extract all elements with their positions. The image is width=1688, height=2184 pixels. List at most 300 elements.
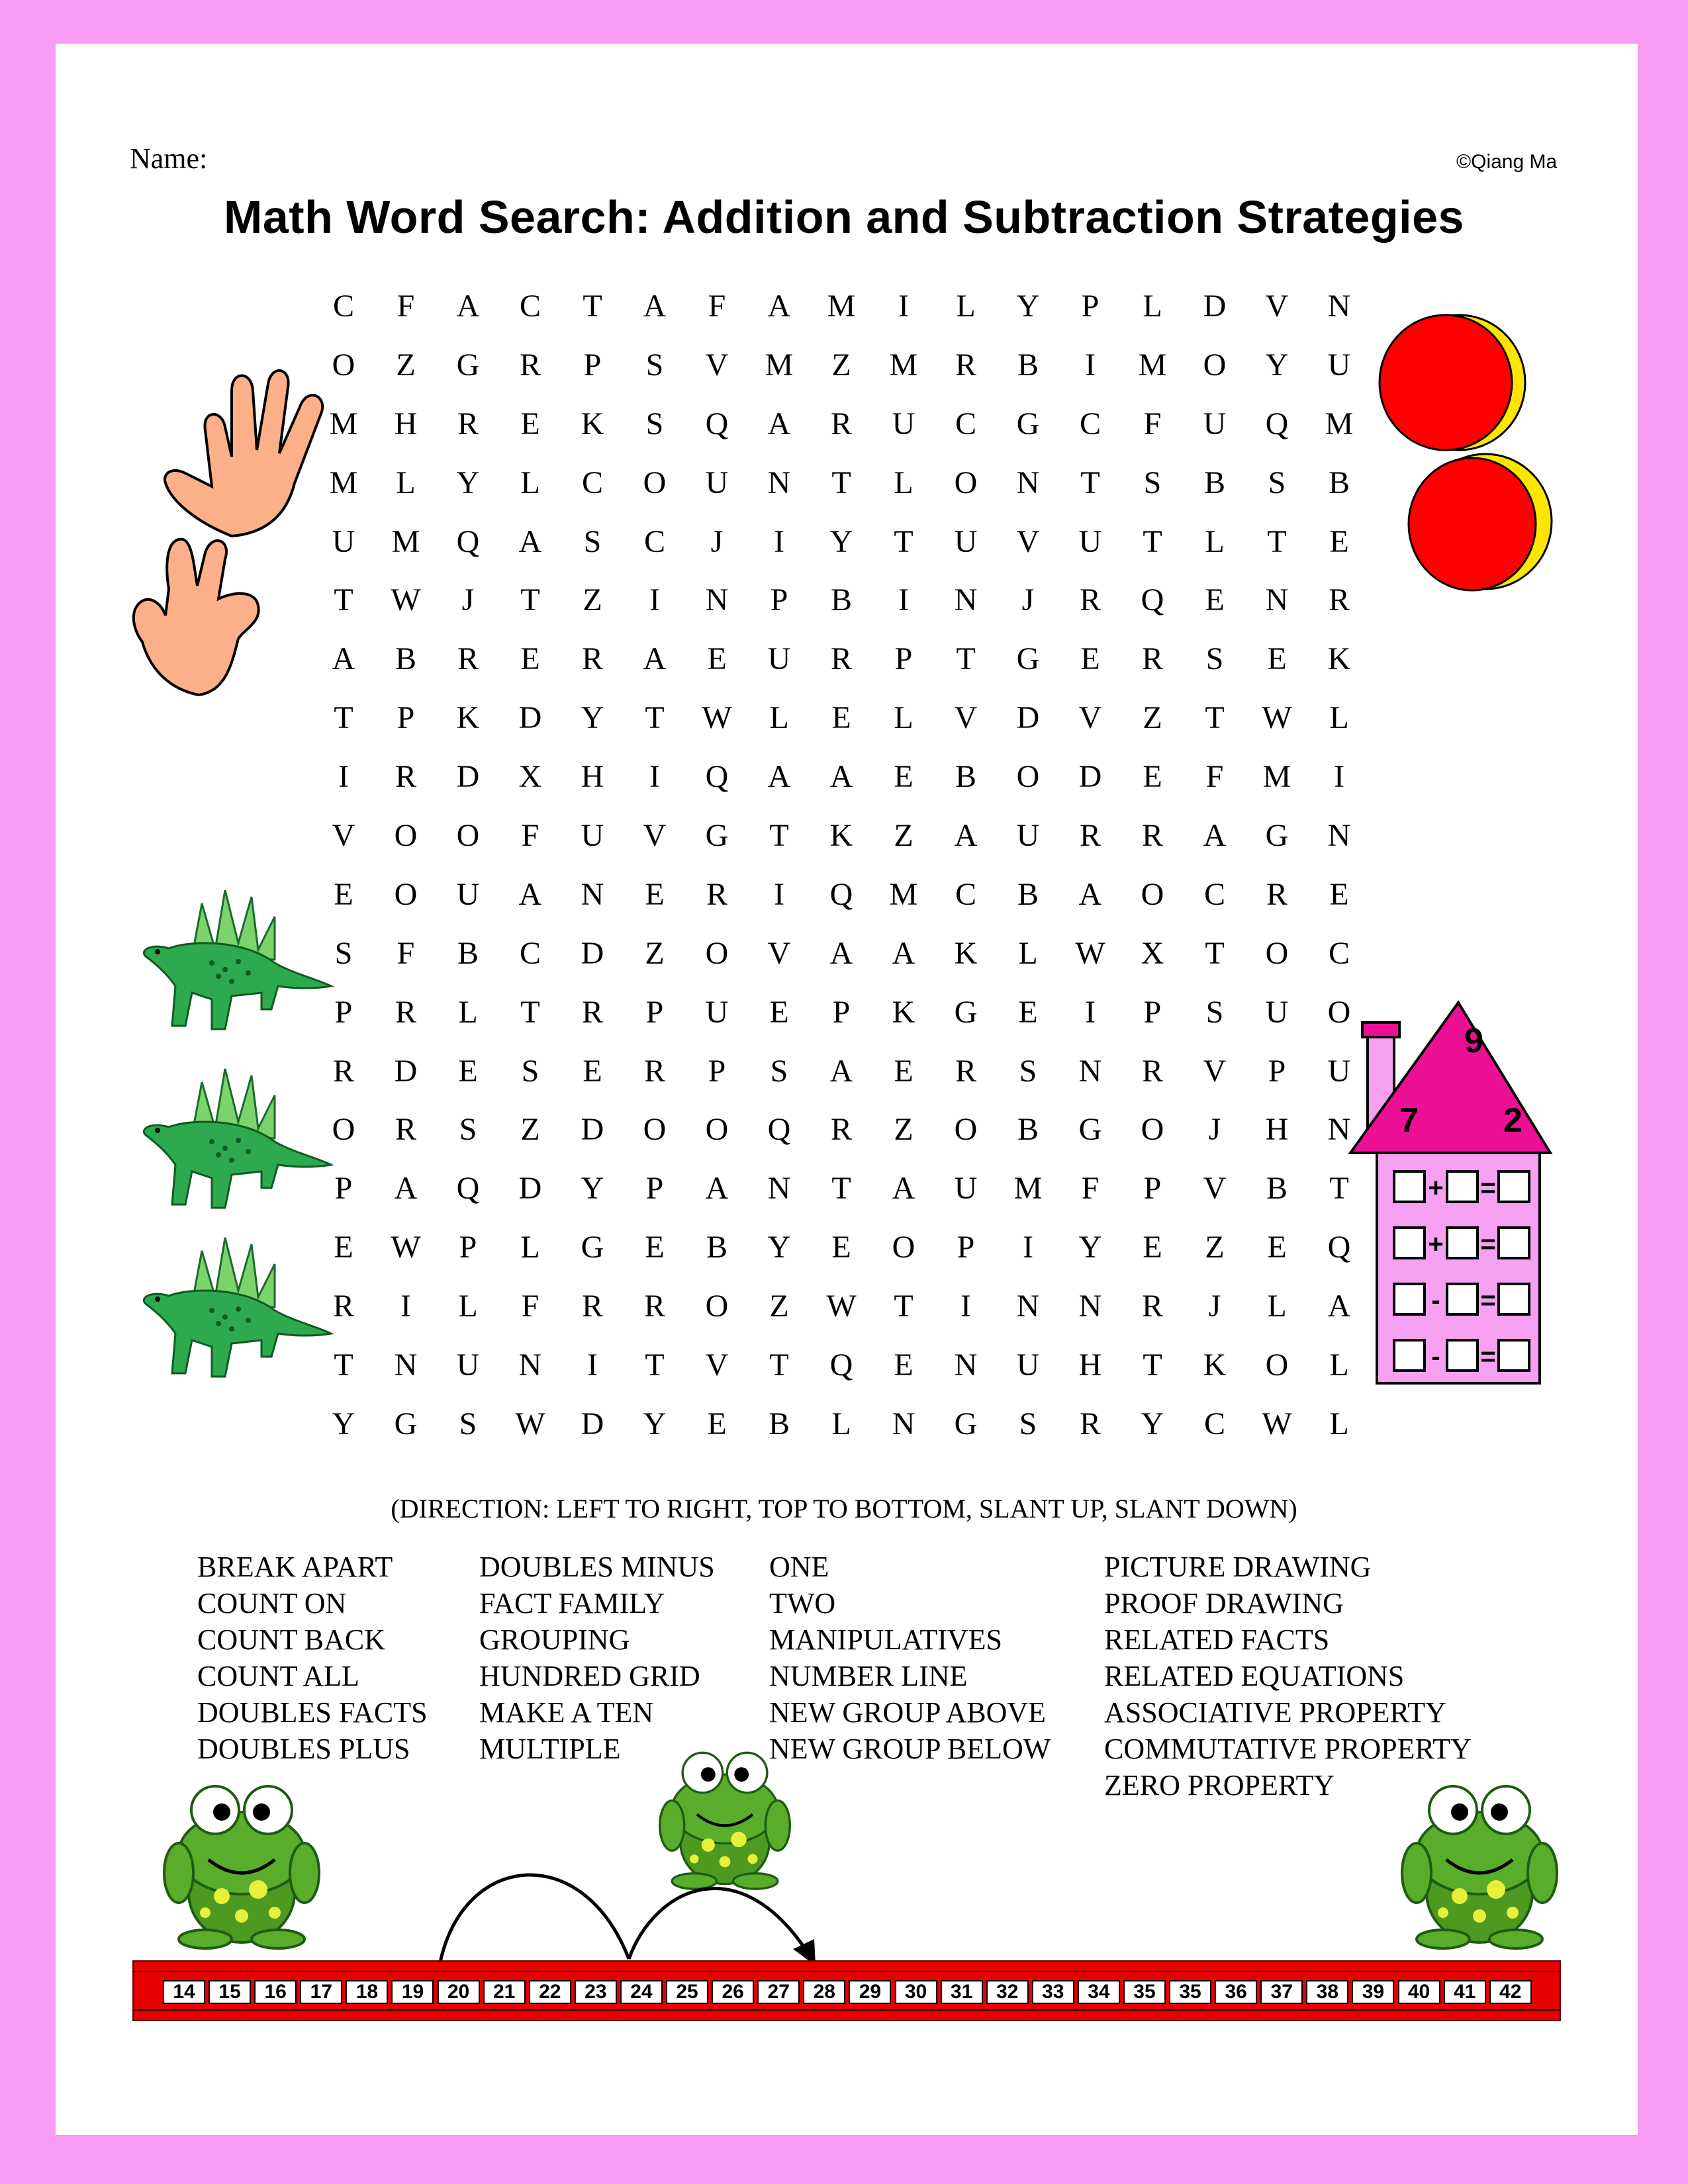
grid-letter[interactable]: A	[1078, 876, 1102, 912]
grid-letter[interactable]: K	[581, 406, 604, 441]
grid-letter[interactable]: U	[892, 406, 915, 441]
grid-letter[interactable]: T	[334, 582, 353, 618]
grid-letter[interactable]: B	[1017, 1112, 1039, 1148]
grid-letter[interactable]: E	[707, 641, 727, 677]
grid-letter[interactable]: P	[770, 582, 788, 618]
grid-letter[interactable]: E	[831, 1230, 851, 1265]
grid-letter[interactable]: R	[581, 994, 603, 1030]
grid-letter[interactable]: O	[332, 1112, 355, 1148]
grid-letter[interactable]: J	[461, 582, 475, 618]
grid-letter[interactable]: S	[1205, 641, 1224, 677]
grid-letter[interactable]: S	[583, 523, 602, 559]
grid-letter[interactable]: N	[892, 1406, 915, 1441]
grid-letter[interactable]: E	[894, 1347, 914, 1383]
grid-letter[interactable]: H	[394, 406, 418, 441]
grid-letter[interactable]: D	[581, 1112, 604, 1148]
grid-letter[interactable]: Y	[643, 1406, 667, 1441]
grid-letter[interactable]: E	[894, 759, 914, 795]
grid-letter[interactable]: B	[1017, 347, 1039, 383]
grid-letter[interactable]: T	[1205, 700, 1225, 736]
grid-letter[interactable]: R	[830, 641, 852, 677]
grid-letter[interactable]: E	[583, 1053, 602, 1089]
grid-letter[interactable]: L	[1205, 523, 1225, 559]
grid-letter[interactable]: N	[1327, 1112, 1351, 1148]
grid-letter[interactable]: R	[1141, 641, 1163, 677]
grid-letter[interactable]: Z	[1205, 1230, 1225, 1265]
grid-letter[interactable]: A	[767, 288, 791, 324]
grid-letter[interactable]: E	[1080, 641, 1100, 677]
grid-letter[interactable]: G	[394, 1406, 418, 1441]
grid-letter[interactable]: R	[332, 1053, 354, 1089]
grid-letter[interactable]: F	[397, 288, 415, 324]
grid-letter[interactable]: U	[456, 876, 480, 912]
grid-letter[interactable]: L	[1329, 700, 1349, 736]
grid-letter[interactable]: U	[1203, 406, 1227, 441]
grid-letter[interactable]: R	[581, 641, 603, 677]
grid-letter[interactable]: B	[395, 641, 416, 677]
grid-letter[interactable]: E	[520, 406, 540, 441]
grid-letter[interactable]: M	[1262, 759, 1291, 795]
grid-letter[interactable]: L	[1143, 288, 1162, 324]
grid-letter[interactable]: Z	[831, 347, 851, 383]
grid-letter[interactable]: T	[894, 1289, 914, 1324]
grid-letter[interactable]: C	[955, 876, 976, 912]
grid-letter[interactable]: K	[954, 935, 978, 971]
grid-letter[interactable]: S	[1019, 1406, 1037, 1441]
grid-letter[interactable]: A	[892, 935, 915, 971]
grid-letter[interactable]: R	[955, 347, 976, 383]
grid-letter[interactable]: I	[1023, 1230, 1033, 1265]
grid-letter[interactable]: T	[1080, 465, 1100, 500]
grid-letter[interactable]: R	[395, 759, 416, 795]
grid-letter[interactable]: A	[643, 641, 667, 677]
grid-letter[interactable]: I	[898, 582, 909, 618]
grid-letter[interactable]: T	[334, 1347, 353, 1383]
grid-letter[interactable]: S	[521, 1053, 539, 1089]
grid-letter[interactable]: N	[394, 1347, 418, 1383]
grid-letter[interactable]: U	[767, 641, 791, 677]
grid-letter[interactable]: Q	[767, 1112, 791, 1148]
grid-letter[interactable]: R	[457, 641, 479, 677]
grid-letter[interactable]: O	[1016, 759, 1040, 795]
grid-letter[interactable]: R	[1141, 817, 1163, 853]
grid-letter[interactable]: Z	[894, 1112, 914, 1148]
grid-letter[interactable]: I	[338, 759, 349, 795]
grid-letter[interactable]: E	[1329, 876, 1349, 912]
grid-letter[interactable]: A	[954, 817, 978, 853]
grid-letter[interactable]: L	[1329, 1406, 1349, 1441]
grid-letter[interactable]: E	[520, 641, 540, 677]
grid-letter[interactable]: Z	[520, 1112, 540, 1148]
grid-letter[interactable]: F	[1143, 406, 1162, 441]
grid-letter[interactable]: B	[1017, 876, 1039, 912]
grid-letter[interactable]: I	[961, 1289, 971, 1324]
grid-letter[interactable]: U	[456, 1347, 480, 1383]
grid-letter[interactable]: R	[643, 1053, 665, 1089]
grid-letter[interactable]: I	[587, 1347, 598, 1383]
grid-letter[interactable]: T	[831, 1171, 851, 1206]
grid-letter[interactable]: A	[394, 1171, 418, 1206]
grid-letter[interactable]: P	[397, 700, 415, 736]
grid-letter[interactable]: S	[770, 1053, 788, 1089]
grid-letter[interactable]: Z	[894, 817, 914, 853]
grid-letter[interactable]: M	[1325, 406, 1354, 441]
grid-letter[interactable]: T	[1205, 935, 1225, 971]
grid-letter[interactable]: G	[954, 1406, 978, 1441]
grid-letter[interactable]: F	[708, 288, 726, 324]
grid-letter[interactable]: Z	[769, 1289, 789, 1324]
grid-letter[interactable]: M	[1138, 347, 1167, 383]
grid-letter[interactable]: R	[1141, 1289, 1163, 1324]
grid-letter[interactable]: F	[397, 935, 415, 971]
grid-letter[interactable]: Y	[1016, 288, 1040, 324]
grid-letter[interactable]: E	[707, 1406, 727, 1441]
grid-letter[interactable]: Z	[583, 582, 602, 618]
grid-letter[interactable]: Q	[1265, 406, 1289, 441]
grid-letter[interactable]: W	[391, 1230, 421, 1265]
grid-letter[interactable]: L	[458, 1289, 478, 1324]
grid-letter[interactable]: P	[645, 1171, 664, 1206]
grid-letter[interactable]: Z	[396, 347, 416, 383]
grid-letter[interactable]: E	[1143, 1230, 1162, 1265]
grid-letter[interactable]: R	[581, 1289, 603, 1324]
grid-letter[interactable]: V	[1203, 1053, 1227, 1089]
grid-letter[interactable]: A	[1327, 1289, 1351, 1324]
grid-letter[interactable]: E	[1267, 641, 1287, 677]
grid-letter[interactable]: L	[458, 994, 478, 1030]
grid-letter[interactable]: E	[894, 1053, 914, 1089]
grid-letter[interactable]: R	[395, 994, 416, 1030]
grid-letter[interactable]: Y	[767, 1230, 791, 1265]
grid-letter[interactable]: U	[1078, 523, 1102, 559]
grid-letter[interactable]: Z	[645, 935, 665, 971]
grid-letter[interactable]: W	[1262, 700, 1292, 736]
grid-letter[interactable]: D	[581, 1406, 604, 1441]
grid-letter[interactable]: I	[774, 523, 784, 559]
grid-letter[interactable]: W	[391, 582, 421, 618]
grid-letter[interactable]: X	[518, 759, 542, 795]
grid-letter[interactable]: W	[702, 700, 732, 736]
grid-letter[interactable]: O	[394, 876, 418, 912]
grid-letter[interactable]: Q	[705, 759, 729, 795]
grid-letter[interactable]: Q	[456, 523, 480, 559]
grid-letter[interactable]: S	[1019, 1053, 1037, 1089]
grid-letter[interactable]: R	[1141, 1053, 1163, 1089]
grid-letter[interactable]: I	[400, 1289, 411, 1324]
grid-letter[interactable]: R	[706, 876, 727, 912]
grid-letter[interactable]: A	[332, 641, 355, 677]
grid-letter[interactable]: J	[710, 523, 724, 559]
grid-letter[interactable]: L	[1329, 1347, 1349, 1383]
grid-letter[interactable]: U	[1016, 817, 1040, 853]
grid-letter[interactable]: F	[521, 817, 539, 853]
grid-letter[interactable]: N	[581, 876, 604, 912]
grid-letter[interactable]: E	[831, 700, 851, 736]
grid-letter[interactable]: B	[1266, 1171, 1288, 1206]
grid-letter[interactable]: I	[1085, 994, 1096, 1030]
grid-letter[interactable]: O	[1265, 1347, 1289, 1383]
grid-letter[interactable]: H	[1078, 1347, 1102, 1383]
grid-letter[interactable]: Q	[829, 876, 853, 912]
grid-letter[interactable]: A	[767, 406, 791, 441]
grid-letter[interactable]: G	[705, 817, 729, 853]
grid-letter[interactable]: J	[1021, 582, 1035, 618]
grid-letter[interactable]: Q	[705, 406, 729, 441]
grid-letter[interactable]: K	[456, 700, 480, 736]
grid-letter[interactable]: Y	[1265, 347, 1289, 383]
grid-letter[interactable]: E	[334, 876, 353, 912]
grid-letter[interactable]: P	[459, 1230, 477, 1265]
grid-letter[interactable]: M	[827, 288, 856, 324]
grid-letter[interactable]: T	[769, 1347, 789, 1383]
grid-letter[interactable]: E	[334, 1230, 353, 1265]
grid-letter[interactable]: P	[832, 994, 851, 1030]
grid-letter[interactable]: L	[520, 1230, 540, 1265]
grid-letter[interactable]: E	[769, 994, 789, 1030]
grid-letter[interactable]: P	[708, 1053, 726, 1089]
grid-letter[interactable]: Q	[456, 1171, 480, 1206]
grid-letter[interactable]: K	[892, 994, 915, 1030]
grid-letter[interactable]: V	[954, 700, 978, 736]
grid-letter[interactable]: T	[1143, 1347, 1162, 1383]
grid-letter[interactable]: U	[332, 523, 355, 559]
grid-letter[interactable]: A	[1203, 817, 1227, 853]
grid-letter[interactable]: Q	[1141, 582, 1164, 618]
grid-letter[interactable]: E	[1143, 759, 1162, 795]
grid-letter[interactable]: A	[892, 1171, 915, 1206]
grid-letter[interactable]: O	[954, 465, 978, 500]
grid-letter[interactable]: O	[892, 1230, 915, 1265]
grid-letter[interactable]: L	[520, 465, 540, 500]
grid-letter[interactable]: U	[1016, 1347, 1040, 1383]
grid-letter[interactable]: T	[520, 582, 540, 618]
grid-letter[interactable]: P	[645, 994, 664, 1030]
grid-letter[interactable]: I	[774, 876, 784, 912]
grid-letter[interactable]: V	[705, 1347, 729, 1383]
grid-letter[interactable]: C	[1203, 1406, 1225, 1441]
grid-letter[interactable]: D	[518, 1171, 542, 1206]
grid-letter[interactable]: E	[1329, 523, 1349, 559]
grid-letter[interactable]: P	[334, 1171, 353, 1206]
grid-letter[interactable]: Y	[1141, 1406, 1164, 1441]
grid-letter[interactable]: R	[395, 1112, 416, 1148]
grid-letter[interactable]: N	[767, 465, 791, 500]
grid-letter[interactable]: C	[1328, 935, 1350, 971]
grid-letter[interactable]: Y	[1078, 1230, 1102, 1265]
grid-letter[interactable]: L	[1267, 1289, 1287, 1324]
grid-letter[interactable]: O	[332, 347, 355, 383]
grid-letter[interactable]: B	[706, 1230, 727, 1265]
grid-letter[interactable]: N	[518, 1347, 542, 1383]
grid-letter[interactable]: K	[829, 817, 853, 853]
grid-letter[interactable]: S	[459, 1112, 477, 1148]
grid-letter[interactable]: N	[954, 582, 978, 618]
grid-letter[interactable]: T	[831, 465, 851, 500]
grid-letter[interactable]: R	[1266, 876, 1288, 912]
grid-letter[interactable]: I	[1085, 347, 1096, 383]
grid-letter[interactable]: Q	[1327, 1230, 1351, 1265]
grid-letter[interactable]: O	[1141, 876, 1164, 912]
grid-letter[interactable]: V	[1203, 1171, 1227, 1206]
grid-letter[interactable]: N	[1078, 1289, 1102, 1324]
grid-letter[interactable]: U	[1327, 347, 1351, 383]
grid-letter[interactable]: O	[705, 935, 729, 971]
grid-letter[interactable]: R	[1079, 1406, 1101, 1441]
grid-letter[interactable]: N	[1327, 288, 1351, 324]
grid-letter[interactable]: P	[334, 994, 353, 1030]
grid-letter[interactable]: O	[1203, 347, 1227, 383]
grid-letter[interactable]: V	[332, 817, 355, 853]
grid-letter[interactable]: Y	[581, 700, 604, 736]
grid-letter[interactable]: R	[830, 406, 852, 441]
grid-letter[interactable]: Y	[581, 1171, 604, 1206]
grid-letter[interactable]: O	[1327, 994, 1351, 1030]
grid-letter[interactable]: T	[645, 1347, 665, 1383]
grid-letter[interactable]: A	[643, 288, 667, 324]
grid-letter[interactable]: M	[889, 347, 918, 383]
grid-letter[interactable]: E	[458, 1053, 478, 1089]
grid-letter[interactable]: N	[954, 1347, 978, 1383]
grid-letter[interactable]: T	[894, 523, 914, 559]
grid-letter[interactable]: A	[456, 288, 480, 324]
grid-letter[interactable]: L	[769, 700, 789, 736]
grid-letter[interactable]: B	[1203, 465, 1225, 500]
grid-letter[interactable]: U	[581, 817, 604, 853]
grid-letter[interactable]: U	[705, 994, 729, 1030]
grid-letter[interactable]: R	[519, 347, 541, 383]
grid-letter[interactable]: C	[581, 465, 603, 500]
grid-letter[interactable]: X	[1141, 935, 1164, 971]
grid-letter[interactable]: T	[956, 641, 976, 677]
grid-letter[interactable]: R	[830, 1112, 852, 1148]
grid-letter[interactable]: Y	[332, 1406, 355, 1441]
grid-letter[interactable]: D	[456, 759, 480, 795]
grid-letter[interactable]: G	[581, 1230, 604, 1265]
grid-letter[interactable]: N	[1327, 817, 1351, 853]
grid-letter[interactable]: O	[705, 1289, 729, 1324]
grid-letter[interactable]: F	[1205, 759, 1224, 795]
grid-letter[interactable]: B	[830, 582, 852, 618]
grid-letter[interactable]: U	[705, 465, 729, 500]
grid-letter[interactable]: B	[457, 935, 479, 971]
grid-letter[interactable]: S	[645, 406, 664, 441]
grid-letter[interactable]: P	[894, 641, 913, 677]
grid-letter[interactable]: R	[1079, 817, 1101, 853]
grid-letter[interactable]: L	[894, 700, 914, 736]
grid-letter[interactable]: C	[332, 288, 354, 324]
grid-letter[interactable]: S	[334, 935, 353, 971]
grid-letter[interactable]: A	[518, 876, 542, 912]
grid-letter[interactable]: L	[956, 288, 976, 324]
grid-letter[interactable]: W	[826, 1289, 857, 1324]
grid-letter[interactable]: B	[1328, 465, 1350, 500]
grid-letter[interactable]: P	[957, 1230, 975, 1265]
grid-letter[interactable]: R	[332, 1289, 354, 1324]
grid-letter[interactable]: D	[1078, 759, 1102, 795]
grid-letter[interactable]: S	[459, 1406, 477, 1441]
grid-letter[interactable]: D	[1016, 700, 1040, 736]
grid-letter[interactable]: R	[955, 1053, 976, 1089]
grid-letter[interactable]: F	[1081, 1171, 1100, 1206]
grid-letter[interactable]: G	[456, 347, 480, 383]
grid-letter[interactable]: K	[1327, 641, 1351, 677]
grid-letter[interactable]: C	[519, 935, 541, 971]
grid-letter[interactable]: G	[1016, 406, 1040, 441]
grid-letter[interactable]: T	[520, 994, 540, 1030]
grid-letter[interactable]: L	[396, 465, 416, 500]
grid-letter[interactable]: F	[521, 1289, 539, 1324]
grid-letter[interactable]: M	[765, 347, 794, 383]
grid-letter[interactable]: C	[1079, 406, 1101, 441]
grid-letter[interactable]: A	[829, 1053, 853, 1089]
grid-letter[interactable]: N	[767, 1171, 791, 1206]
grid-letter[interactable]: E	[645, 1230, 665, 1265]
grid-letter[interactable]: L	[831, 1406, 851, 1441]
grid-letter[interactable]: O	[1265, 935, 1289, 971]
grid-letter[interactable]: W	[1075, 935, 1105, 971]
grid-letter[interactable]: C	[1203, 876, 1225, 912]
grid-letter[interactable]: T	[1329, 1171, 1349, 1206]
grid-letter[interactable]: T	[1143, 523, 1162, 559]
grid-letter[interactable]: C	[519, 288, 541, 324]
grid-letter[interactable]: E	[1267, 1230, 1287, 1265]
grid-letter[interactable]: V	[1265, 288, 1289, 324]
grid-letter[interactable]: O	[643, 465, 667, 500]
grid-letter[interactable]: U	[1327, 1053, 1351, 1089]
grid-letter[interactable]: N	[705, 582, 729, 618]
grid-letter[interactable]: G	[1016, 641, 1040, 677]
grid-letter[interactable]: M	[329, 465, 358, 500]
grid-letter[interactable]: J	[1208, 1289, 1221, 1324]
grid-letter[interactable]: V	[705, 347, 729, 383]
grid-letter[interactable]: R	[457, 406, 479, 441]
grid-letter[interactable]: O	[954, 1112, 978, 1148]
grid-letter[interactable]: D	[1203, 288, 1227, 324]
grid-letter[interactable]: E	[1018, 994, 1038, 1030]
grid-letter[interactable]: G	[1265, 817, 1289, 853]
grid-letter[interactable]: V	[1016, 523, 1040, 559]
grid-letter[interactable]: J	[1208, 1112, 1221, 1148]
grid-letter[interactable]: Y	[456, 465, 480, 500]
grid-letter[interactable]: L	[894, 465, 914, 500]
grid-letter[interactable]: O	[456, 817, 480, 853]
grid-letter[interactable]: A	[829, 935, 853, 971]
grid-letter[interactable]: W	[515, 1406, 545, 1441]
grid-letter[interactable]: N	[1078, 1053, 1102, 1089]
grid-letter[interactable]: R	[1328, 582, 1350, 618]
grid-letter[interactable]: Z	[1143, 700, 1162, 736]
grid-letter[interactable]: Y	[829, 523, 853, 559]
grid-letter[interactable]: S	[1268, 465, 1286, 500]
grid-letter[interactable]: P	[583, 347, 602, 383]
grid-letter[interactable]: U	[1265, 994, 1289, 1030]
grid-letter[interactable]: L	[1018, 935, 1038, 971]
grid-letter[interactable]: D	[581, 935, 604, 971]
grid-letter[interactable]: A	[518, 523, 542, 559]
grid-letter[interactable]: B	[768, 1406, 790, 1441]
grid-letter[interactable]: S	[1143, 465, 1162, 500]
grid-letter[interactable]: P	[1268, 1053, 1286, 1089]
grid-letter[interactable]: S	[1205, 994, 1224, 1030]
grid-letter[interactable]: O	[643, 1112, 667, 1148]
grid-letter[interactable]: A	[767, 759, 791, 795]
grid-letter[interactable]: T	[334, 700, 353, 736]
grid-letter[interactable]: T	[1267, 523, 1287, 559]
grid-letter[interactable]: E	[1205, 582, 1225, 618]
grid-letter[interactable]: B	[955, 759, 976, 795]
grid-letter[interactable]: C	[643, 523, 665, 559]
grid-letter[interactable]: I	[649, 582, 660, 618]
